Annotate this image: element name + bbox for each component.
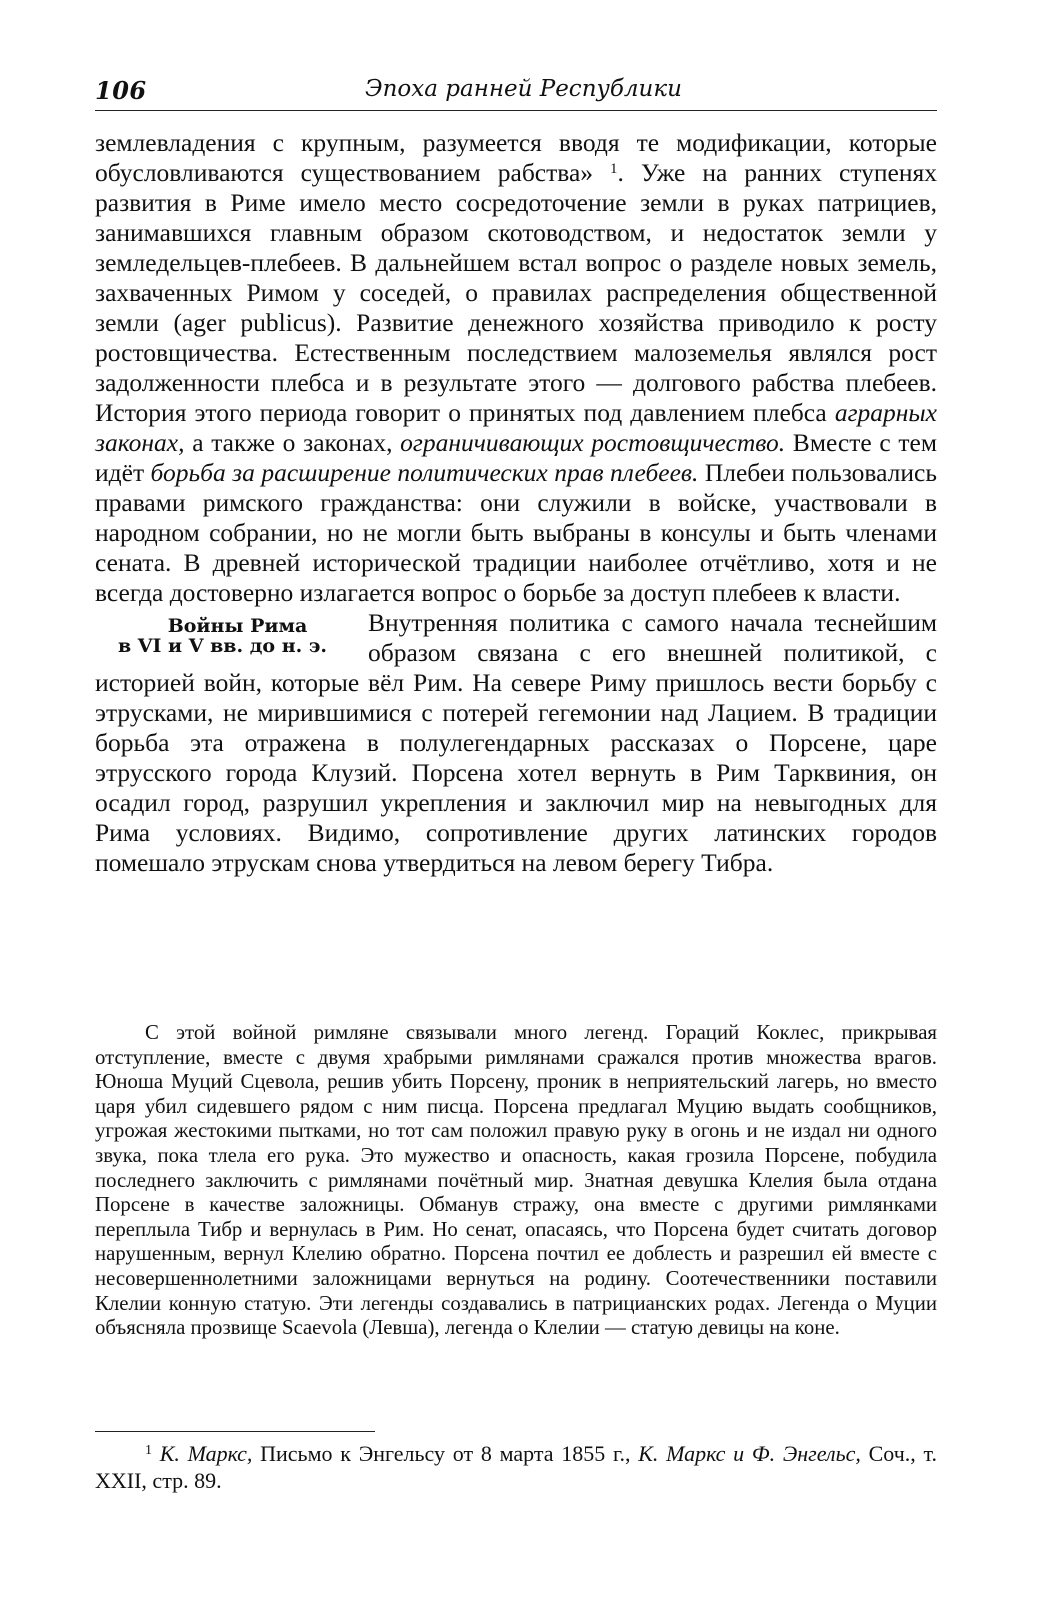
side-heading-line-2: в VI и V вв. до н. э.: [117, 635, 328, 657]
small-print-passage: С этой войной римляне связывали много легенд. Гораций Коклес, прикрывая отступление, вместе с двумя храбрыми римлянами сражался против множества врагов. Юноша Муций Сцевола, решив убить Порсену, проник в неприятельский лагерь, но вместо царя убил сидевшего рядом с ним писца. Порсена предлагал Муцию выдать сообщников, угрожая жестокими пытками, но тот сам положил правую руку в огонь и не издал ни одного звука, пока тлела его рука. Это мужество и опасность, какая грозила Порсене, побудила последнего заключить с римлянами почётный мир. Знатная девушка Клелия была отдана Порсене в качестве заложницы. Обманув стражу, она вместе с другими римлянками переплыла Тибр и вернулась в Рим. Но сенат, опасаясь, что Порсена будет считать договор нарушенным, вернул Клелию обратно. Порсена почтил ее доблесть и разрешил ей вместе с несовершеннолетними заложницами вернуться на родину. Соотечественники поставили Клелии конную статую. Эти легенды создавались в патрицианских родах. Легенда о Муции объясняла прозвище Scaevola (Левша), легенда о Клелии — статую девицы на коне.: [95, 1021, 937, 1340]
footnote: [95, 1440, 937, 1494]
paragraph-1-text-e: Плебеи пользовались правами римского гражданства: они служили в войске, участвовали в народном собрании, но не могли быть выбраны в консулы и быть членами сената. В древней исторической традиции наиболее отчётливо, хотя и не всегда достоверно излагается вопрос о борьбе за доступ плебеев к власти.: [95, 458, 937, 607]
paragraph-1-text-c: а также о законах,: [184, 428, 401, 457]
running-title: Эпоха ранней Республики: [365, 76, 682, 102]
emphasis-political-rights: борьба за расширение политических прав плебеев.: [150, 458, 699, 487]
running-head: [95, 70, 937, 110]
header-rule: [95, 110, 937, 111]
side-heading-line-1: Войны Рима: [167, 615, 308, 637]
emphasis-usury-laws: ограничивающих ростовщичество.: [400, 428, 786, 457]
emphasis-agrarian-laws: аграрных законах,: [95, 398, 937, 457]
footnote-text-1: Письмо к Энгельсу от 8 марта 1855 г.,: [252, 1441, 639, 1466]
paragraph-1-text-b: . Уже на ранних ступенях развития в Риме имело место сосредоточение земли в руках патрициев, занимавшихся главным образом скотоводством, и недостаток земли у земледельцев-плебеев. В дальнейшем встал вопрос о разделе новых земель, захваченных Римом у соседей, о правилах распределения общественной земли (ager publicus). Развитие денежного хозяйства приводило к росту ростовщичества. Естественным последствием малоземелья являлся рост задолженности плебса и в результате этого — долгового рабства плебеев. История этого периода говорит о принятых под давлением плебса: [95, 158, 937, 427]
footnote-rule: [95, 1431, 375, 1432]
paragraph-2: [95, 608, 937, 878]
paragraph-1-text-a: землевладения с крупным, разумеется вводя те модификации, которые обусловливаются существованием рабства»: [95, 128, 937, 187]
footnote-text-2: Соч., т. XXII, стр. 89.: [95, 1441, 938, 1493]
paragraph-1: [95, 128, 937, 608]
side-heading: [95, 616, 350, 656]
paragraph-1-text-d: Вместе с тем идёт: [95, 428, 938, 487]
page-number: 106: [95, 76, 147, 105]
main-text: [95, 128, 937, 878]
footnote-marker: 1: [145, 1443, 152, 1458]
footnote-reference: 1: [610, 161, 618, 177]
footnote-author-1: К. Маркс,: [159, 1441, 253, 1466]
footnote-author-2: К. Маркс и Ф. Энгельс,: [638, 1441, 861, 1466]
paragraph-2-text: Внутренняя политика с самого начала теснейшим образом связана с его внешней политикой, с историей войн, которые вёл Рим. На севере Риму пришлось вести борьбу с этрусками, не мирившимися с потерей гегемонии над Лацием. В традиции борьба эта отражена в полулегендарных рассказах о Порсене, царе этрусского города Клузий. Порсена хотел вернуть в Рим Тарквиния, он осадил город, разрушил укрепления и заключил мир на невыгодных для Рима условиях. Видимо, сопротивление других латинских городов помешало этрускам снова утвердиться на левом берегу Тибра.: [95, 608, 937, 877]
